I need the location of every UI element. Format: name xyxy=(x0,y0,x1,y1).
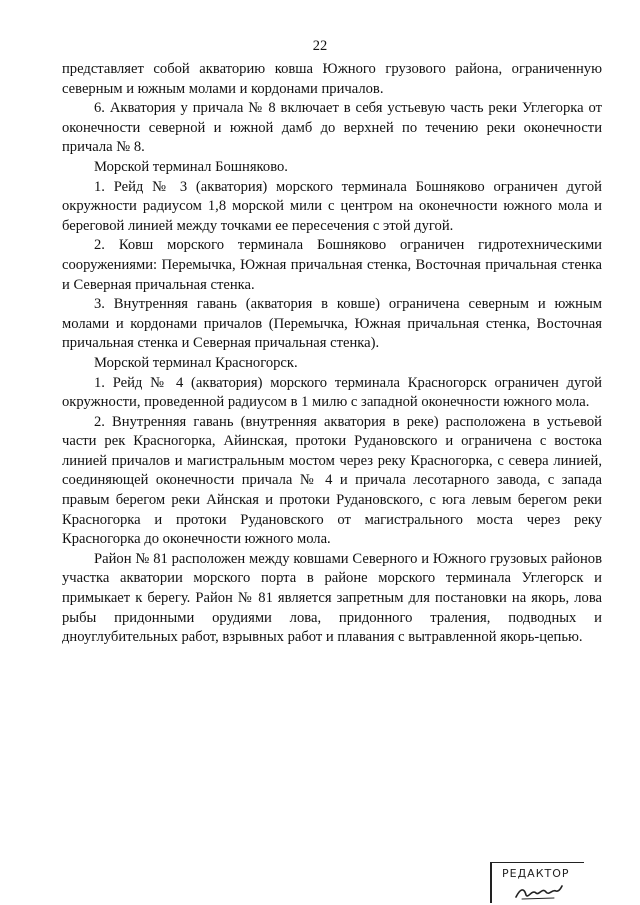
section-heading: Морской терминал Красногорск. xyxy=(94,354,298,371)
document-body xyxy=(62,60,602,648)
paragraph: Район № 81 расположен между ковшами Северного и Южного грузовых районов участка акватории морского порта в районе морского терминала Углегорск и примыкает к берегу. Район № 81 является запретным для постановки на якорь, лова рыбы придонными орудиями лова, придонного траления, подводных и дноуглубительных работ, взрывных работ и плавания с вытравленной якорь-цепью. xyxy=(62,550,602,646)
signature-icon xyxy=(514,883,564,901)
paragraph: 1. Рейд № 4 (акватория) морского терминала Красногорск ограничен дугой окружности, проведенной радиусом в 1 милю с западной оконечности южного мола. xyxy=(62,374,602,411)
stamp-label: РЕДАКТОР xyxy=(502,867,570,880)
page-number: 22 xyxy=(312,38,328,54)
section-heading: Морской терминал Бошняково. xyxy=(94,158,288,175)
paragraph: 2. Внутренняя гавань (внутренняя акватория в реке) расположена в устьевой части рек Красногорка, Айинская, протоки Рудановского и ограничена с востока линией причалов и магистральным мостом через реку Красногорка, с севера линией, соединяющей оконечности причала № 4 и причала лесотарного завода, с запада правым берегом реки Айнская и протоки Рудановского, с юга левым берегом реки Красногорка и протоки Рудановского от магистрального моста через реку Красногорка до оконечности южного мола. xyxy=(62,413,602,548)
paragraph: 6. Акватория у причала № 8 включает в себя устьевую часть реки Углегорка от оконечности северной и южной дамб до верхней по течению реки оконечности причала № 8. xyxy=(62,100,602,156)
paragraph: 1. Рейд № 3 (акватория) морского терминала Бошняково ограничен дугой окружности радиусом 1,8 морской мили с центром на оконечности южного мола и береговой линией между точками ее пересечения с этой дугой. xyxy=(62,178,602,234)
paragraph: 3. Внутренняя гавань (акватория в ковше) ограничена северным и южным молами и кордонами причалов (Перемычка, Южная причальная стенка, Восточная причальная стенка и Северная причальная стенка). xyxy=(62,296,602,352)
editor-stamp xyxy=(490,862,584,903)
paragraph: представляет собой акваторию ковша Южного грузового района, ограниченную северным и южным молами и кордонами причалов. xyxy=(62,61,602,97)
paragraph: 2. Ковш морского терминала Бошняково ограничен гидротехническими сооружениями: Перемычка, Южная причальная стенка, Восточная причальная стенка и Северная причальная стенка. xyxy=(62,237,602,293)
